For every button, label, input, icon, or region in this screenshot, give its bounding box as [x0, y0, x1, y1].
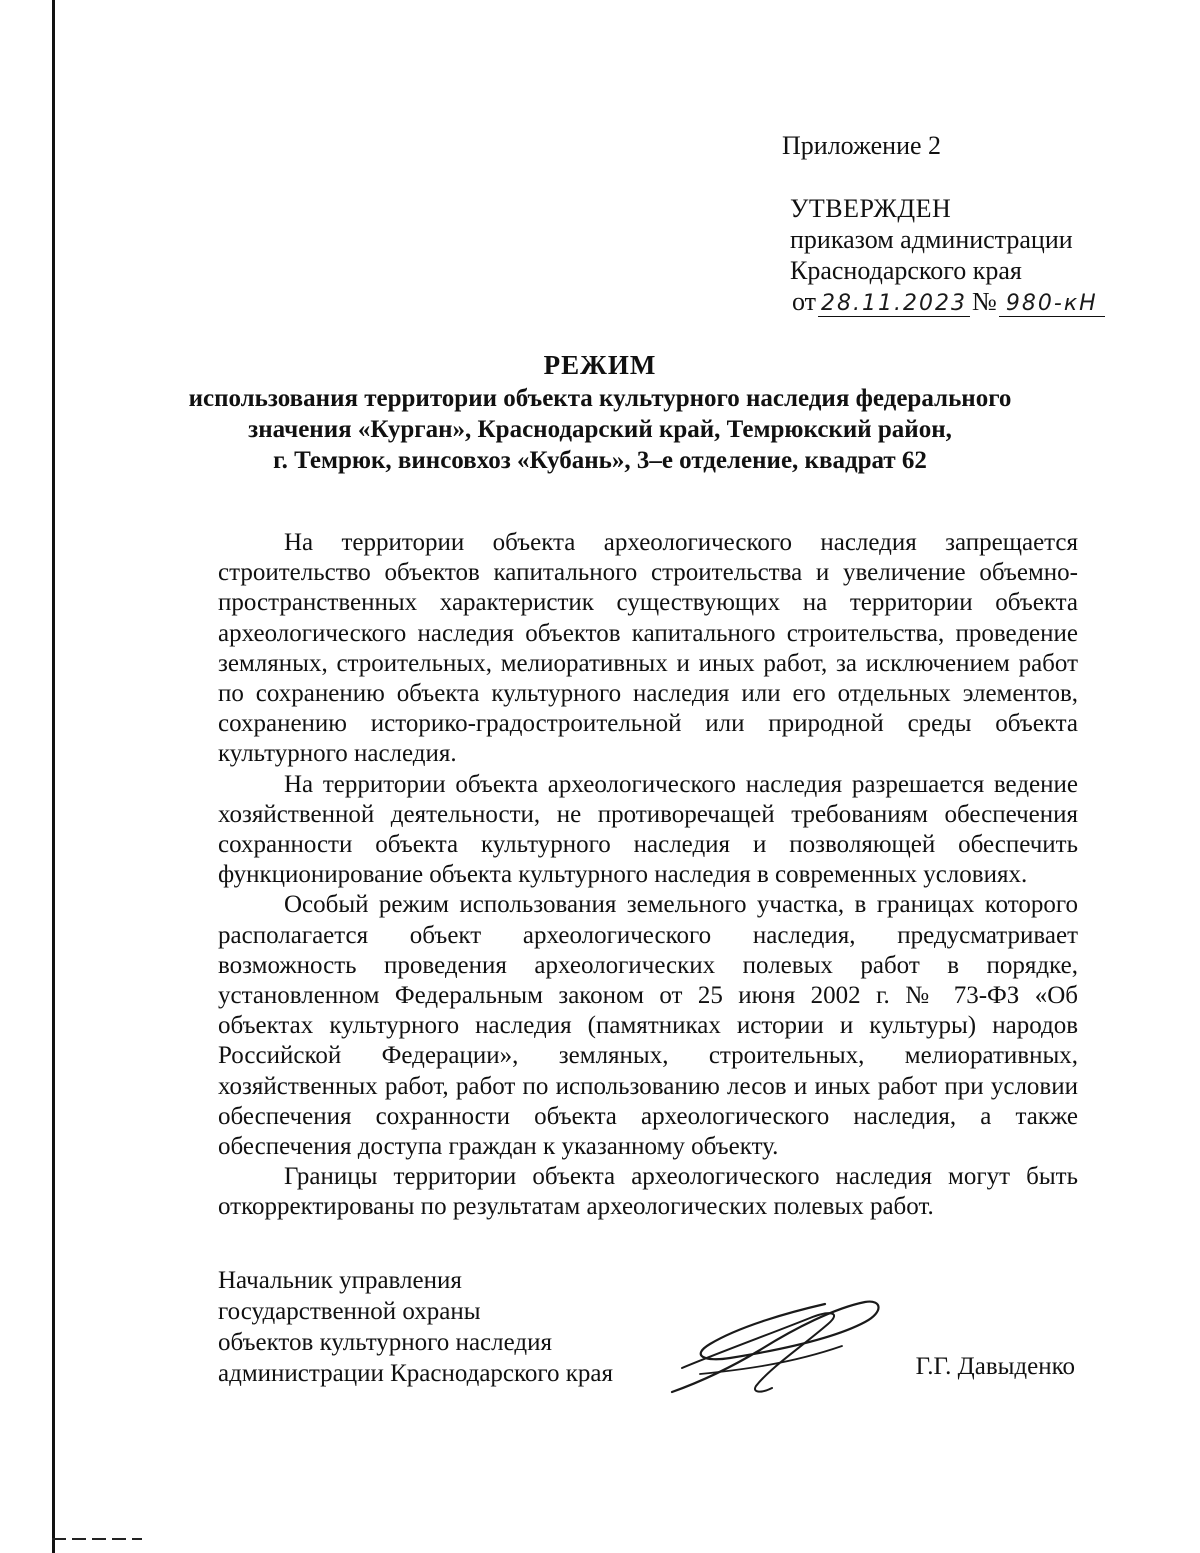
document-body	[218, 528, 1078, 1223]
approval-stamp	[790, 193, 1105, 317]
scan-edge-left	[52, 0, 55, 1553]
title-line-3: г. Темрюк, винсовхоз «Кубань», 3–е отделение, квадрат 62	[273, 447, 927, 474]
signer-position-line-4: администрации Краснодарского края	[218, 1360, 614, 1387]
signer-position-line-1: Начальник управления	[218, 1267, 462, 1294]
paragraph-4: Границы территории объекта археологического наследия могут быть откорректированы по результатам археологических полевых работ.	[218, 1163, 1078, 1221]
approved-by-line-1: приказом администрации	[790, 225, 1073, 254]
approved-by-line-2: Краснодарского края	[790, 256, 1022, 285]
title-line-2: значения «Курган», Краснодарский край, Темрюкский район,	[248, 416, 952, 443]
order-number-label: №	[972, 287, 997, 316]
paragraph-2: На территории объекта археологического наследия разрешается ведение хозяйственной деятельности, не противоречащей требованиям обеспечения сохранности объекта культурного наследия и позволяющей обеспечить функционирование объекта культурного наследия в современных условиях.	[218, 770, 1078, 889]
appendix-label: Приложение 2	[782, 131, 942, 160]
document-title	[150, 350, 1050, 476]
paragraph-3: Особый режим использования земельного участка, в границах которого располагается объект археологического наследия, предусматривает возможность проведения археологических полевых работ в порядке, установленном Федеральным законом от 25 июня 2002 г. № 73-ФЗ «Об объектах культурного наследия (памятниках истории и культуры) народов Российской Федерации», земляных, строительных, мелиоративных, хозяйственных работ, работ по использованию лесов и иных работ при условии обеспечения сохранности объекта археологического наследия, а также обеспечения доступа граждан к указанному объекту.	[218, 891, 1078, 1161]
title-main: РЕЖИМ	[543, 350, 657, 380]
title-line-1: использования территории объекта культурного наследия федерального	[188, 385, 1012, 412]
order-number: 980-кН	[999, 292, 1105, 317]
signer-name: Г.Г. Давыденко	[915, 1353, 1075, 1380]
signer-position	[218, 1265, 613, 1389]
approved-title: УТВЕРЖДЕН	[790, 194, 952, 223]
paragraph-1: На территории объекта археологического наследия запрещается строительство объектов капитального строительства и увеличение объемно-пространственных характеристик существующих на территории объекта археологического наследия объектов капитального строительства, проведение земляных, строительных, мелиоративных и иных работ, за исключением работ по сохранению объекта культурного наследия или его отдельных элементов, сохранению историко-градостроительной или природной среды объекта культурного наследия.	[218, 529, 1078, 768]
order-line	[790, 286, 1105, 317]
handwritten-signature-icon	[660, 1290, 890, 1400]
signer-position-line-2: государственной охраны	[218, 1298, 481, 1325]
order-from-label: от	[792, 287, 817, 316]
order-date: 28.11.2023	[818, 292, 970, 317]
scan-edge-bottom	[52, 1538, 142, 1540]
signer-position-line-3: объектов культурного наследия	[218, 1329, 552, 1356]
